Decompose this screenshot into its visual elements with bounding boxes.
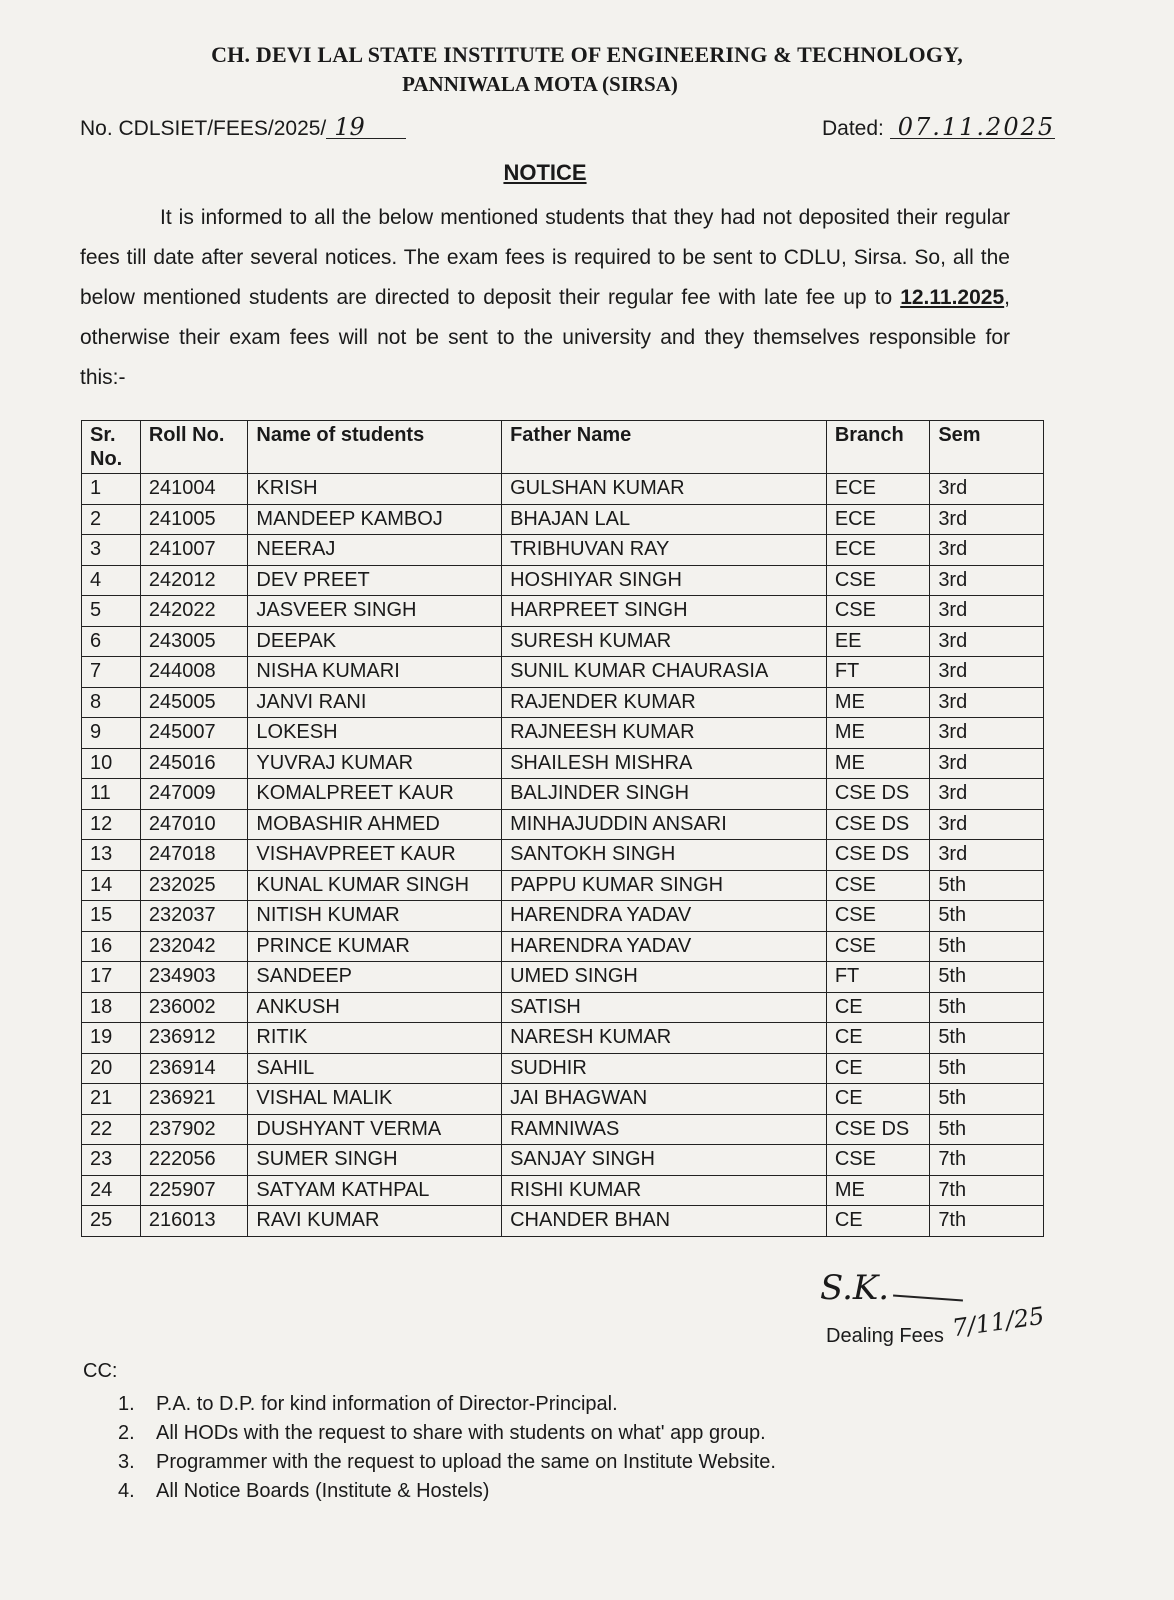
cell-father-name: SURESH KUMAR xyxy=(502,626,827,657)
cell-father-name: MINHAJUDDIN ANSARI xyxy=(502,809,827,840)
cell-sr-no: 12 xyxy=(82,809,141,840)
cell-father-name: JAI BHAGWAN xyxy=(502,1084,827,1115)
cell-student-name: VISHAL MALIK xyxy=(248,1084,502,1115)
table-row xyxy=(82,992,1044,1023)
table-row xyxy=(82,1206,1044,1237)
cell-father-name: SHAILESH MISHRA xyxy=(502,748,827,779)
cell-sr-no: 4 xyxy=(82,565,141,596)
cell-sr-no: 7 xyxy=(82,657,141,688)
cell-student-name: LOKESH xyxy=(248,718,502,749)
cell-roll-no: 243005 xyxy=(140,626,248,657)
cell-branch: CSE xyxy=(826,596,930,627)
notice-body-part1: It is informed to all the below mentioned students that they had not deposited their regular fees till date after several notices. The exam fees is required to be sent to CDLU, Sirsa. So, all the below mentioned students are directed to deposit their regular fee with late fee up to xyxy=(80,206,1010,309)
table-row xyxy=(82,718,1044,749)
cell-sem: 5th xyxy=(930,962,1044,993)
cell-father-name: RAJNEESH KUMAR xyxy=(502,718,827,749)
cell-sem: 5th xyxy=(930,992,1044,1023)
cell-sr-no: 1 xyxy=(82,474,141,505)
table-row xyxy=(82,1114,1044,1145)
cell-sem: 5th xyxy=(930,870,1044,901)
cell-roll-no: 241004 xyxy=(140,474,248,505)
cell-student-name: SATYAM KATHPAL xyxy=(248,1175,502,1206)
cc-list xyxy=(118,1390,776,1506)
cell-father-name: SANJAY SINGH xyxy=(502,1145,827,1176)
cc-item-text: All HODs with the request to share with students on what' app group. xyxy=(156,1422,766,1444)
cell-branch: CSE DS xyxy=(826,809,930,840)
cell-sr-no: 3 xyxy=(82,535,141,566)
cell-sem: 3rd xyxy=(930,748,1044,779)
cell-sr-no: 19 xyxy=(82,1023,141,1054)
cell-student-name: ANKUSH xyxy=(248,992,502,1023)
cell-student-name: KOMALPREET KAUR xyxy=(248,779,502,810)
cell-branch: ME xyxy=(826,1175,930,1206)
header-sr-no: Sr. No. xyxy=(82,421,141,474)
notice-body-part2: , otherwise their exam fees will not be sent to the university and they themselves responsible for this:- xyxy=(80,286,1010,389)
table-row xyxy=(82,626,1044,657)
table-row xyxy=(82,1053,1044,1084)
cell-branch: ECE xyxy=(826,474,930,505)
header-father-name: Father Name xyxy=(502,421,827,474)
cell-sr-no: 16 xyxy=(82,931,141,962)
cell-sr-no: 24 xyxy=(82,1175,141,1206)
cell-sr-no: 10 xyxy=(82,748,141,779)
cell-sem: 3rd xyxy=(930,779,1044,810)
table-row xyxy=(82,687,1044,718)
cell-sem: 3rd xyxy=(930,596,1044,627)
cell-roll-no: 242022 xyxy=(140,596,248,627)
table-row xyxy=(82,870,1044,901)
cell-branch: FT xyxy=(826,657,930,688)
cell-sr-no: 2 xyxy=(82,504,141,535)
signature-stroke xyxy=(893,1295,963,1302)
cell-roll-no: 247010 xyxy=(140,809,248,840)
table-row xyxy=(82,504,1044,535)
cell-father-name: HARENDRA YADAV xyxy=(502,901,827,932)
cell-father-name: BALJINDER SINGH xyxy=(502,779,827,810)
table-row xyxy=(82,901,1044,932)
cell-father-name: TRIBHUVAN RAY xyxy=(502,535,827,566)
cell-roll-no: 232042 xyxy=(140,931,248,962)
cell-sem: 3rd xyxy=(930,535,1044,566)
cell-roll-no: 244008 xyxy=(140,657,248,688)
cell-student-name: KUNAL KUMAR SINGH xyxy=(248,870,502,901)
cell-roll-no: 245005 xyxy=(140,687,248,718)
table-row xyxy=(82,535,1044,566)
cell-branch: CE xyxy=(826,1053,930,1084)
cell-branch: CSE xyxy=(826,870,930,901)
table-row xyxy=(82,748,1044,779)
cell-sem: 3rd xyxy=(930,657,1044,688)
cell-branch: CSE xyxy=(826,565,930,596)
cc-item-number: 1. xyxy=(118,1393,135,1415)
cell-sem: 5th xyxy=(930,931,1044,962)
cell-sem: 5th xyxy=(930,901,1044,932)
cell-student-name: RITIK xyxy=(248,1023,502,1054)
reference-number xyxy=(80,113,406,141)
cell-student-name: NEERAJ xyxy=(248,535,502,566)
notice-body xyxy=(80,198,1010,398)
cell-sr-no: 21 xyxy=(82,1084,141,1115)
cell-student-name: VISHAVPREET KAUR xyxy=(248,840,502,871)
cell-student-name: RAVI KUMAR xyxy=(248,1206,502,1237)
cell-father-name: RISHI KUMAR xyxy=(502,1175,827,1206)
signature-initials xyxy=(820,1268,963,1308)
cell-roll-no: 236002 xyxy=(140,992,248,1023)
cell-roll-no: 232037 xyxy=(140,901,248,932)
notice-heading: NOTICE xyxy=(503,160,587,185)
cell-branch: CE xyxy=(826,1023,930,1054)
cell-roll-no: 242012 xyxy=(140,565,248,596)
header-roll-no: Roll No. xyxy=(140,421,248,474)
cell-sr-no: 17 xyxy=(82,962,141,993)
table-row xyxy=(82,1023,1044,1054)
cell-branch: CSE DS xyxy=(826,779,930,810)
cell-student-name: SUMER SINGH xyxy=(248,1145,502,1176)
cell-sr-no: 15 xyxy=(82,901,141,932)
cc-item-text: P.A. to D.P. for kind information of Director-Principal. xyxy=(156,1393,618,1415)
cell-sem: 3rd xyxy=(930,626,1044,657)
signature-mark: S.K. xyxy=(820,1268,890,1308)
cell-sr-no: 22 xyxy=(82,1114,141,1145)
cell-sem: 3rd xyxy=(930,504,1044,535)
cell-sem: 5th xyxy=(930,1053,1044,1084)
reference-number-handwritten: 19 xyxy=(326,116,406,139)
date-line xyxy=(822,113,1056,141)
cell-roll-no: 236914 xyxy=(140,1053,248,1084)
cell-student-name: MANDEEP KAMBOJ xyxy=(248,504,502,535)
cell-sem: 7th xyxy=(930,1145,1044,1176)
cell-sem: 3rd xyxy=(930,565,1044,596)
cell-father-name: BHAJAN LAL xyxy=(502,504,827,535)
cell-sr-no: 14 xyxy=(82,870,141,901)
cell-sr-no: 5 xyxy=(82,596,141,627)
students-table xyxy=(81,420,1044,1237)
cell-roll-no: 247009 xyxy=(140,779,248,810)
dated-value-handwritten: 07.11.2025 xyxy=(890,116,1055,139)
cell-father-name: SATISH xyxy=(502,992,827,1023)
table-row xyxy=(82,931,1044,962)
cc-item xyxy=(118,1477,776,1506)
cell-branch: CE xyxy=(826,1206,930,1237)
cell-father-name: CHANDER BHAN xyxy=(502,1206,827,1237)
header-sem: Sem xyxy=(930,421,1044,474)
cc-item-text: All Notice Boards (Institute & Hostels) xyxy=(156,1480,490,1502)
cell-branch: CE xyxy=(826,1084,930,1115)
cell-roll-no: 225907 xyxy=(140,1175,248,1206)
cell-sem: 5th xyxy=(930,1023,1044,1054)
cell-student-name: NITISH KUMAR xyxy=(248,901,502,932)
cell-sem: 7th xyxy=(930,1206,1044,1237)
cell-father-name: HARENDRA YADAV xyxy=(502,931,827,962)
cell-sem: 3rd xyxy=(930,840,1044,871)
cell-sr-no: 13 xyxy=(82,840,141,871)
cc-item xyxy=(118,1419,776,1448)
cell-sr-no: 23 xyxy=(82,1145,141,1176)
cc-item-number: 4. xyxy=(118,1480,135,1502)
cell-branch: ME xyxy=(826,748,930,779)
cell-student-name: PRINCE KUMAR xyxy=(248,931,502,962)
cell-branch: ECE xyxy=(826,535,930,566)
cell-sr-no: 6 xyxy=(82,626,141,657)
cell-branch: ME xyxy=(826,718,930,749)
cc-item-number: 2. xyxy=(118,1422,135,1444)
cell-roll-no: 241007 xyxy=(140,535,248,566)
header-student-name: Name of students xyxy=(248,421,502,474)
cell-student-name: JASVEER SINGH xyxy=(248,596,502,627)
cell-student-name: KRISH xyxy=(248,474,502,505)
cell-roll-no: 237902 xyxy=(140,1114,248,1145)
cell-branch: CSE DS xyxy=(826,1114,930,1145)
cell-father-name: RAJENDER KUMAR xyxy=(502,687,827,718)
table-row xyxy=(82,474,1044,505)
cell-branch: FT xyxy=(826,962,930,993)
cell-father-name: NARESH KUMAR xyxy=(502,1023,827,1054)
table-row xyxy=(82,565,1044,596)
cell-sr-no: 25 xyxy=(82,1206,141,1237)
table-row xyxy=(82,779,1044,810)
table-row xyxy=(82,1084,1044,1115)
cell-branch: ECE xyxy=(826,504,930,535)
cell-sr-no: 9 xyxy=(82,718,141,749)
cell-father-name: PAPPU KUMAR SINGH xyxy=(502,870,827,901)
cell-sem: 3rd xyxy=(930,809,1044,840)
cell-father-name: HARPREET SINGH xyxy=(502,596,827,627)
cell-roll-no: 245007 xyxy=(140,718,248,749)
signatory-designation: Dealing Fees xyxy=(826,1325,944,1347)
table-row xyxy=(82,962,1044,993)
cell-sem: 5th xyxy=(930,1114,1044,1145)
cc-item xyxy=(118,1448,776,1477)
table-row xyxy=(82,809,1044,840)
table-row xyxy=(82,1145,1044,1176)
cell-father-name: SUNIL KUMAR CHAURASIA xyxy=(502,657,827,688)
cell-student-name: NISHA KUMARI xyxy=(248,657,502,688)
institute-name: CH. DEVI LAL STATE INSTITUTE OF ENGINEERING & TECHNOLOGY, xyxy=(211,42,963,67)
cell-student-name: YUVRAJ KUMAR xyxy=(248,748,502,779)
cell-sem: 7th xyxy=(930,1175,1044,1206)
table-row xyxy=(82,657,1044,688)
cell-roll-no: 222056 xyxy=(140,1145,248,1176)
cell-branch: CSE xyxy=(826,901,930,932)
signature-date: 7/11/25 xyxy=(950,1301,1047,1343)
institute-location: PANNIWALA MOTA (SIRSA) xyxy=(402,72,678,96)
cell-branch: ME xyxy=(826,687,930,718)
cell-roll-no: 236912 xyxy=(140,1023,248,1054)
cell-roll-no: 236921 xyxy=(140,1084,248,1115)
cc-label: CC: xyxy=(83,1360,118,1382)
cell-branch: CSE DS xyxy=(826,840,930,871)
cell-student-name: MOBASHIR AHMED xyxy=(248,809,502,840)
cell-student-name: JANVI RANI xyxy=(248,687,502,718)
table-row xyxy=(82,840,1044,871)
cell-student-name: DUSHYANT VERMA xyxy=(248,1114,502,1145)
cell-sem: 3rd xyxy=(930,718,1044,749)
reference-prefix: No. CDLSIET/FEES/2025/ xyxy=(80,117,327,140)
cell-student-name: DEV PREET xyxy=(248,565,502,596)
cell-student-name: SAHIL xyxy=(248,1053,502,1084)
cell-sem: 5th xyxy=(930,1084,1044,1115)
cell-branch: CSE xyxy=(826,1145,930,1176)
cell-father-name: UMED SINGH xyxy=(502,962,827,993)
header-branch: Branch xyxy=(826,421,930,474)
cell-roll-no: 247018 xyxy=(140,840,248,871)
cell-sem: 3rd xyxy=(930,687,1044,718)
cell-sr-no: 11 xyxy=(82,779,141,810)
cell-roll-no: 245016 xyxy=(140,748,248,779)
cell-branch: EE xyxy=(826,626,930,657)
cell-sem: 3rd xyxy=(930,474,1044,505)
cell-sr-no: 8 xyxy=(82,687,141,718)
cc-item-text: Programmer with the request to upload the same on Institute Website. xyxy=(156,1451,776,1473)
cell-branch: CSE xyxy=(826,931,930,962)
table-row xyxy=(82,1175,1044,1206)
cell-father-name: SANTOKH SINGH xyxy=(502,840,827,871)
table-header-row xyxy=(82,421,1044,474)
cell-father-name: HOSHIYAR SINGH xyxy=(502,565,827,596)
cell-father-name: RAMNIWAS xyxy=(502,1114,827,1145)
cell-branch: CE xyxy=(826,992,930,1023)
cell-sr-no: 20 xyxy=(82,1053,141,1084)
cell-roll-no: 234903 xyxy=(140,962,248,993)
deadline-date: 12.11.2025 xyxy=(900,286,1005,309)
cc-item-number: 3. xyxy=(118,1451,135,1473)
cell-roll-no: 216013 xyxy=(140,1206,248,1237)
table-row xyxy=(82,596,1044,627)
dated-label: Dated: xyxy=(822,117,884,140)
cell-roll-no: 232025 xyxy=(140,870,248,901)
cell-father-name: SUDHIR xyxy=(502,1053,827,1084)
cc-item xyxy=(118,1390,776,1419)
cell-student-name: SANDEEP xyxy=(248,962,502,993)
cell-student-name: DEEPAK xyxy=(248,626,502,657)
cell-father-name: GULSHAN KUMAR xyxy=(502,474,827,505)
cell-roll-no: 241005 xyxy=(140,504,248,535)
cell-sr-no: 18 xyxy=(82,992,141,1023)
